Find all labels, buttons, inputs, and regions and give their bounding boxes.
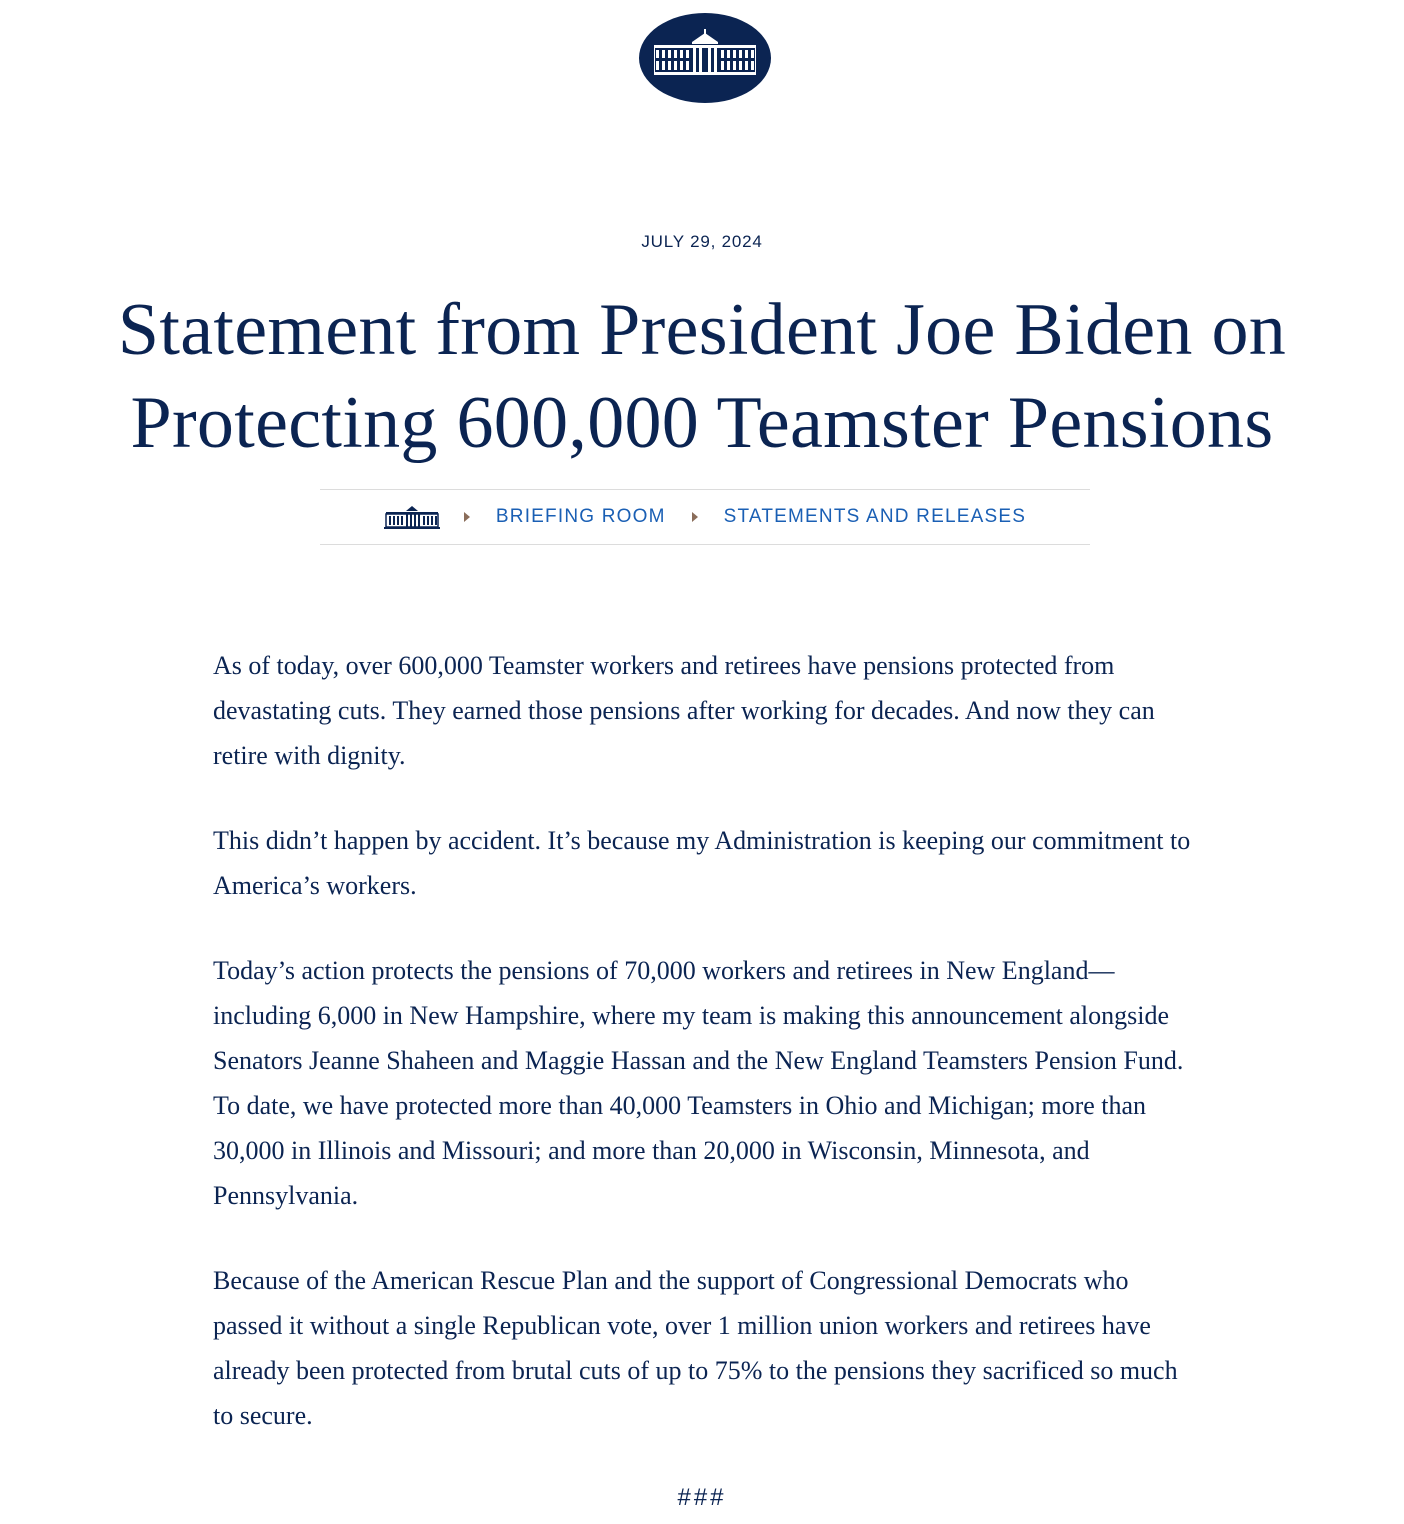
article-paragraph: As of today, over 600,000 Teamster workers and retirees have pensions protected from devastating cuts. They earned those pensions after working for decades. And now they can retire with dignity. (213, 651, 1155, 770)
chevron-right-icon (464, 512, 470, 522)
white-house-seal-icon[interactable] (638, 12, 772, 104)
publication-date: JULY 29, 2024 (641, 232, 763, 251)
article-paragraph: Today’s action protects the pensions of 70,000 workers and retirees in New England—including 6,000 in New Hampshire, where my team is making this announcement alongside Senators Jeanne Shaheen and Maggie Hassan and the New England Teamsters Pension Fund. To date, we have protected more than 40,000 Teamsters in Ohio and Michigan; more than 30,000 in Illinois and Missouri; and more than 20,000 in Wisconsin, Minnesota, and Pennsylvania. (213, 956, 1184, 1210)
white-house-home-icon[interactable] (384, 505, 440, 529)
article-paragraph: Because of the American Rescue Plan and the support of Congressional Democrats who passed it without a single Republican vote, over 1 million union workers and retirees have already been protected from brutal cuts of up to 75% to the pensions they sacrificed so much to secure. (213, 1266, 1178, 1430)
page-title: Statement from President Joe Biden on Protecting 600,000 Teamster Pensions (117, 289, 1287, 464)
chevron-right-icon (692, 512, 698, 522)
article-body (213, 643, 1203, 1478)
breadcrumb-statements-and-releases[interactable]: STATEMENTS AND RELEASES (723, 506, 1027, 527)
breadcrumb-briefing-room[interactable]: BRIEFING ROOM (495, 506, 666, 527)
article-paragraph: This didn’t happen by accident. It’s because my Administration is keeping our commitment to America’s workers. (213, 826, 1191, 900)
end-mark: ### (677, 1484, 727, 1511)
breadcrumb (320, 489, 1090, 545)
